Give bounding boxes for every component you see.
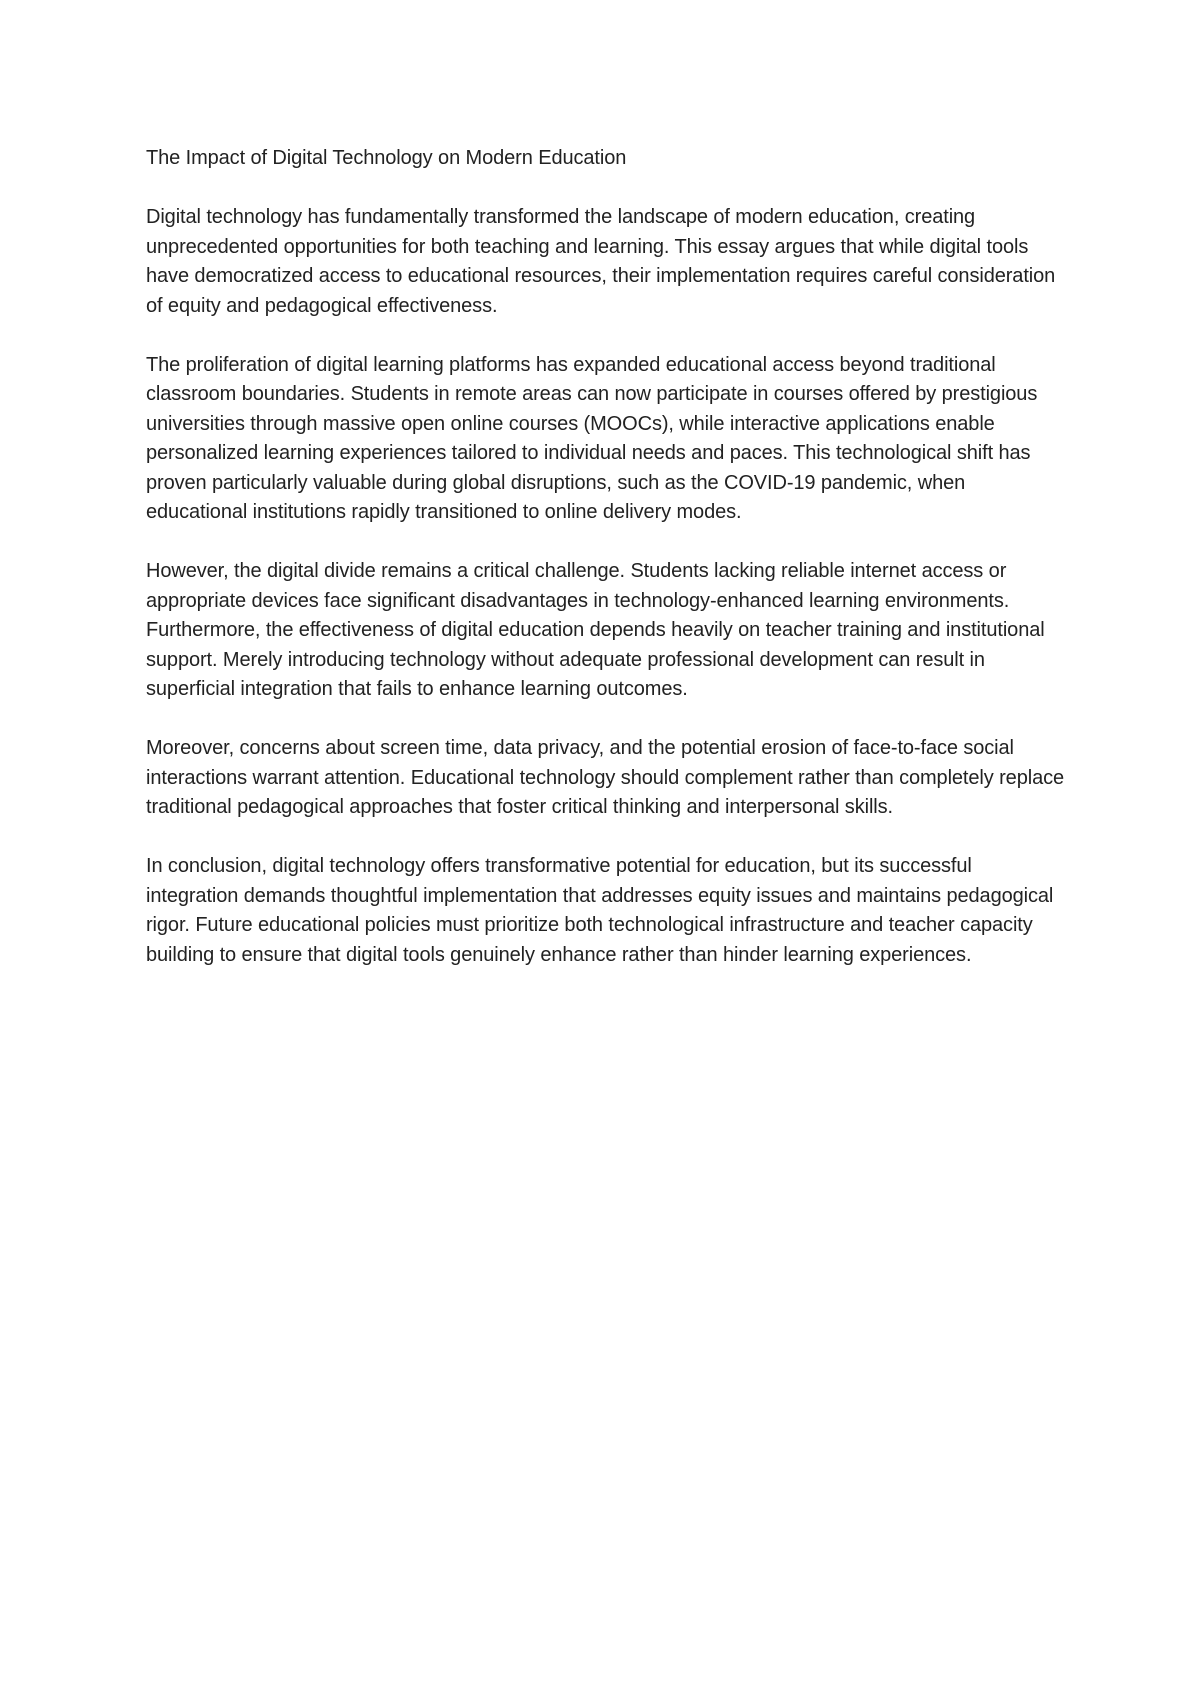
paragraph-introduction: Digital technology has fundamentally transformed the landscape of modern education, creating unprecedented opportunities for both teaching and learning. This essay argues that while digital tools have democratized access to educational resources, their implementation requires careful consideration of equity and pedagogical effectiveness. (146, 206, 1056, 317)
document-title: The Impact of Digital Technology on Modern Education (146, 147, 627, 169)
document-body (146, 144, 1066, 1000)
paragraph-concerns: Moreover, concerns about screen time, data privacy, and the potential erosion of face-to-face social interactions warrant attention. Educational technology should complement rather than completely replace traditional pedagogical approaches that foster critical thinking and interpersonal skills. (146, 737, 1065, 818)
paragraph-digital-divide: However, the digital divide remains a critical challenge. Students lacking reliable internet access or appropriate devices face significant disadvantages in technology-enhanced learning environments. Furthermore, the effectiveness of digital education depends heavily on teacher training and institutional support. Merely introducing technology without adequate professional development can result in superficial integration that fails to enhance learning outcomes. (146, 560, 1045, 700)
paragraph-conclusion: In conclusion, digital technology offers transformative potential for education, but its successful integration demands thoughtful implementation that addresses equity issues and maintains pedagogical rigor. Future educational policies must prioritize both technological infrastructure and teacher capacity building to ensure that digital tools genuinely enhance rather than hinder learning experiences. (146, 855, 1054, 966)
paragraph-access: The proliferation of digital learning platforms has expanded educational access beyond traditional classroom boundaries. Students in remote areas can now participate in courses offered by prestigious universities through massive open online courses (MOOCs), while interactive applications enable personalized learning experiences tailored to individual needs and paces. This technological shift has proven particularly valuable during global disruptions, such as the COVID-19 pandemic, when educational institutions rapidly transitioned to online delivery modes. (146, 353, 1038, 523)
